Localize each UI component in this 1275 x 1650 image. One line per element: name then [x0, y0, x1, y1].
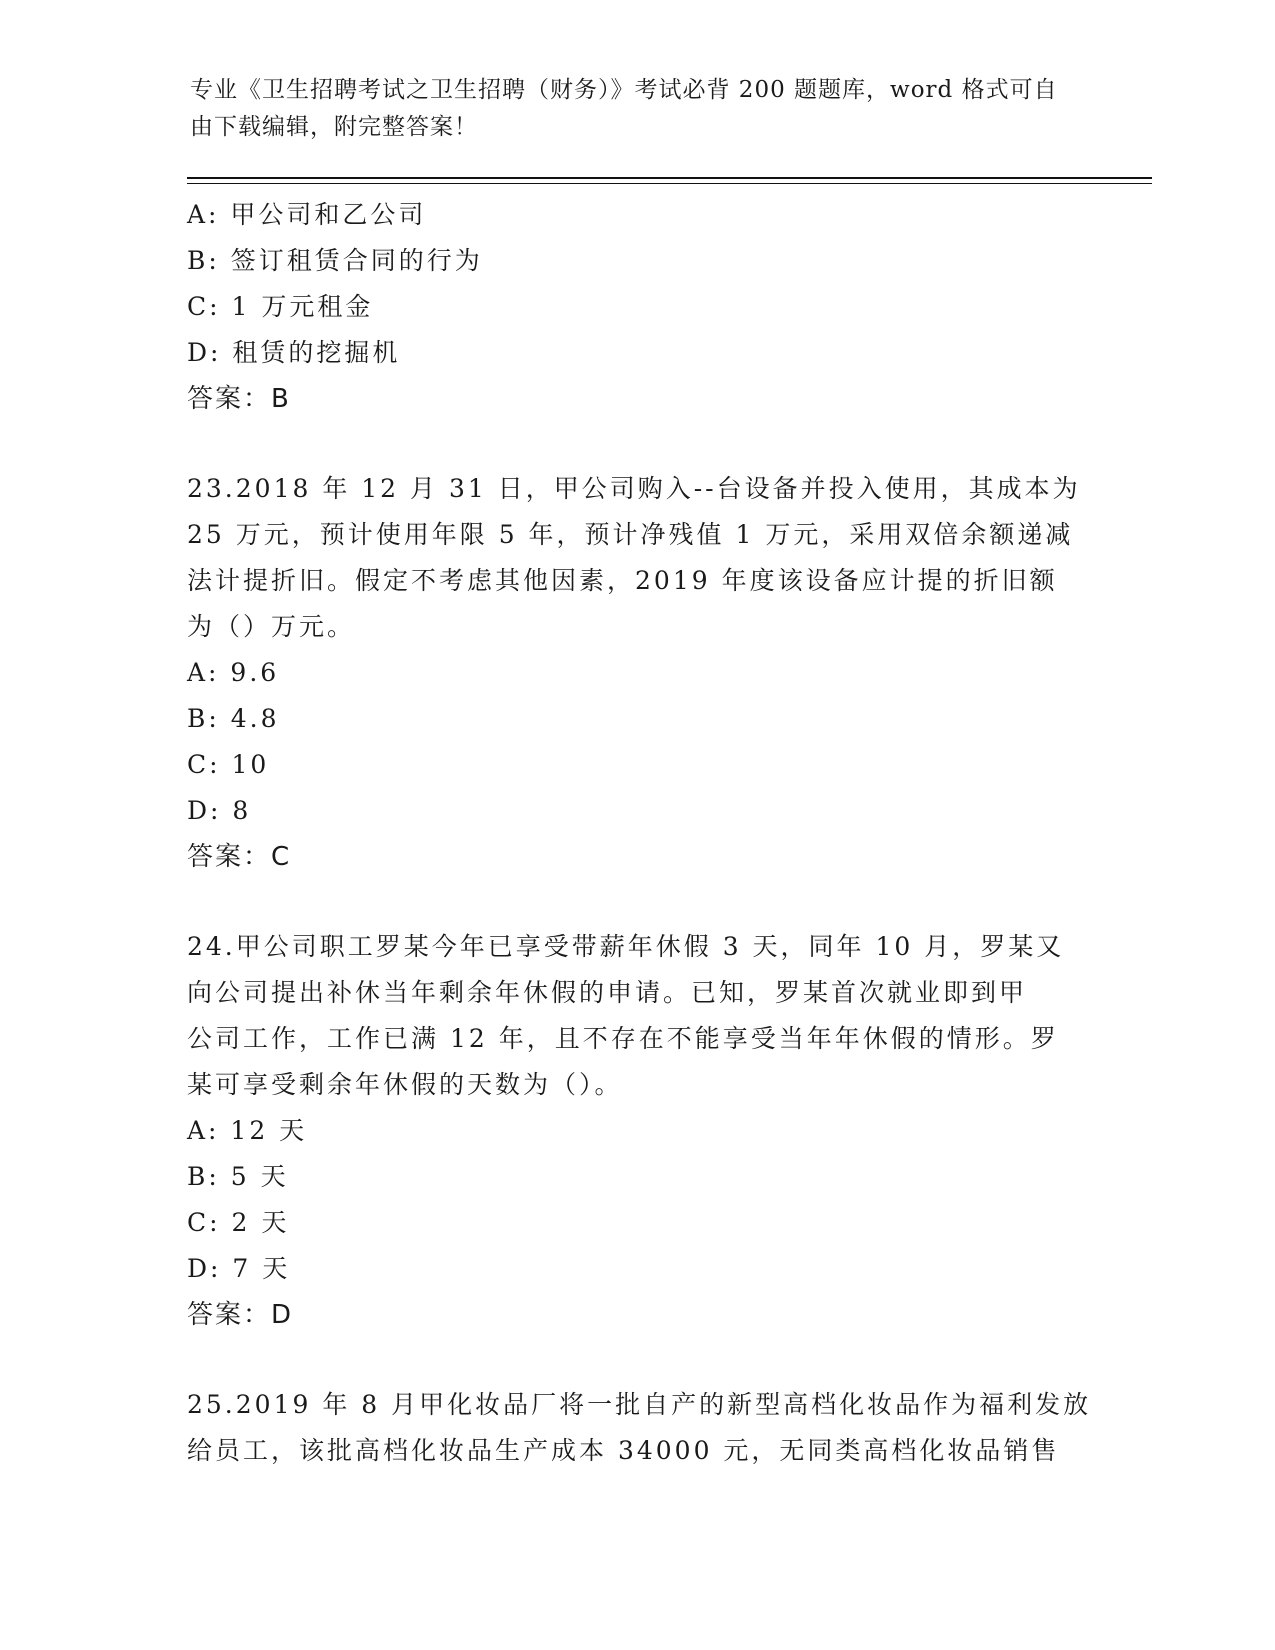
option-a: A: 12 天 [187, 1116, 308, 1145]
option-d: D: 租赁的挖掘机 [187, 338, 401, 367]
question-22 [187, 192, 1087, 422]
option-d: D: 7 天 [187, 1254, 291, 1283]
header-line-2: 由下载编辑，附完整答案！ [190, 114, 478, 140]
question-25 [187, 1382, 1092, 1474]
option-b: B: 4.8 [187, 704, 280, 733]
option-c: C: 10 [187, 750, 270, 779]
question-stem-line: 法计提折旧。假定不考虑其他因素，2019 年度该设备应计提的折旧额 [187, 566, 1058, 595]
question-stem-line: 公司工作，工作已满 12 年，且不存在不能享受当年年休假的情形。罗 [187, 1024, 1059, 1053]
header-line-1: 专业《卫生招聘考试之卫生招聘（财务）》考试必背 200 题题库，word 格式可自 [190, 77, 1058, 103]
header-rule-thin [187, 183, 1152, 184]
question-stem-line: 某可享受剩余年休假的天数为（）。 [187, 1070, 623, 1099]
option-b: B: 签订租赁合同的行为 [187, 246, 483, 275]
question-stem-line: 25.2019 年 8 月甲化妆品厂将一批自产的新型高档化妆品作为福利发放 [187, 1390, 1092, 1419]
question-stem-line: 给员工，该批高档化妆品生产成本 34000 元，无同类高档化妆品销售 [187, 1436, 1060, 1465]
option-b: B: 5 天 [187, 1162, 289, 1191]
option-a: A: 甲公司和乙公司 [187, 200, 427, 229]
question-stem-line: 为（）万元。 [187, 612, 356, 641]
answer: 答案：C [187, 842, 292, 872]
option-a: A: 9.6 [187, 658, 280, 687]
question-stem-line: 25 万元，预计使用年限 5 年，预计净残值 1 万元，采用双倍余额递减 [187, 520, 1074, 549]
question-stem-line: 向公司提出补休当年剩余年休假的申请。已知，罗某首次就业即到甲 [187, 978, 1028, 1007]
question-stem-line: 23.2018 年 12 月 31 日，甲公司购入--台设备并投入使用，其成本为 [187, 474, 1081, 503]
option-d: D: 8 [187, 796, 252, 825]
answer: 答案：D [187, 1300, 294, 1330]
document-header [190, 72, 1090, 146]
document-body [187, 192, 1092, 1474]
option-c: C: 2 天 [187, 1208, 290, 1237]
question-24 [187, 924, 1087, 1338]
option-c: C: 1 万元租金 [187, 292, 374, 321]
answer: 答案：B [187, 384, 291, 414]
header-rule-thick [187, 177, 1152, 179]
question-stem-line: 24.甲公司职工罗某今年已享受带薪年休假 3 天，同年 10 月，罗某又 [187, 932, 1065, 961]
question-23 [187, 466, 1087, 880]
